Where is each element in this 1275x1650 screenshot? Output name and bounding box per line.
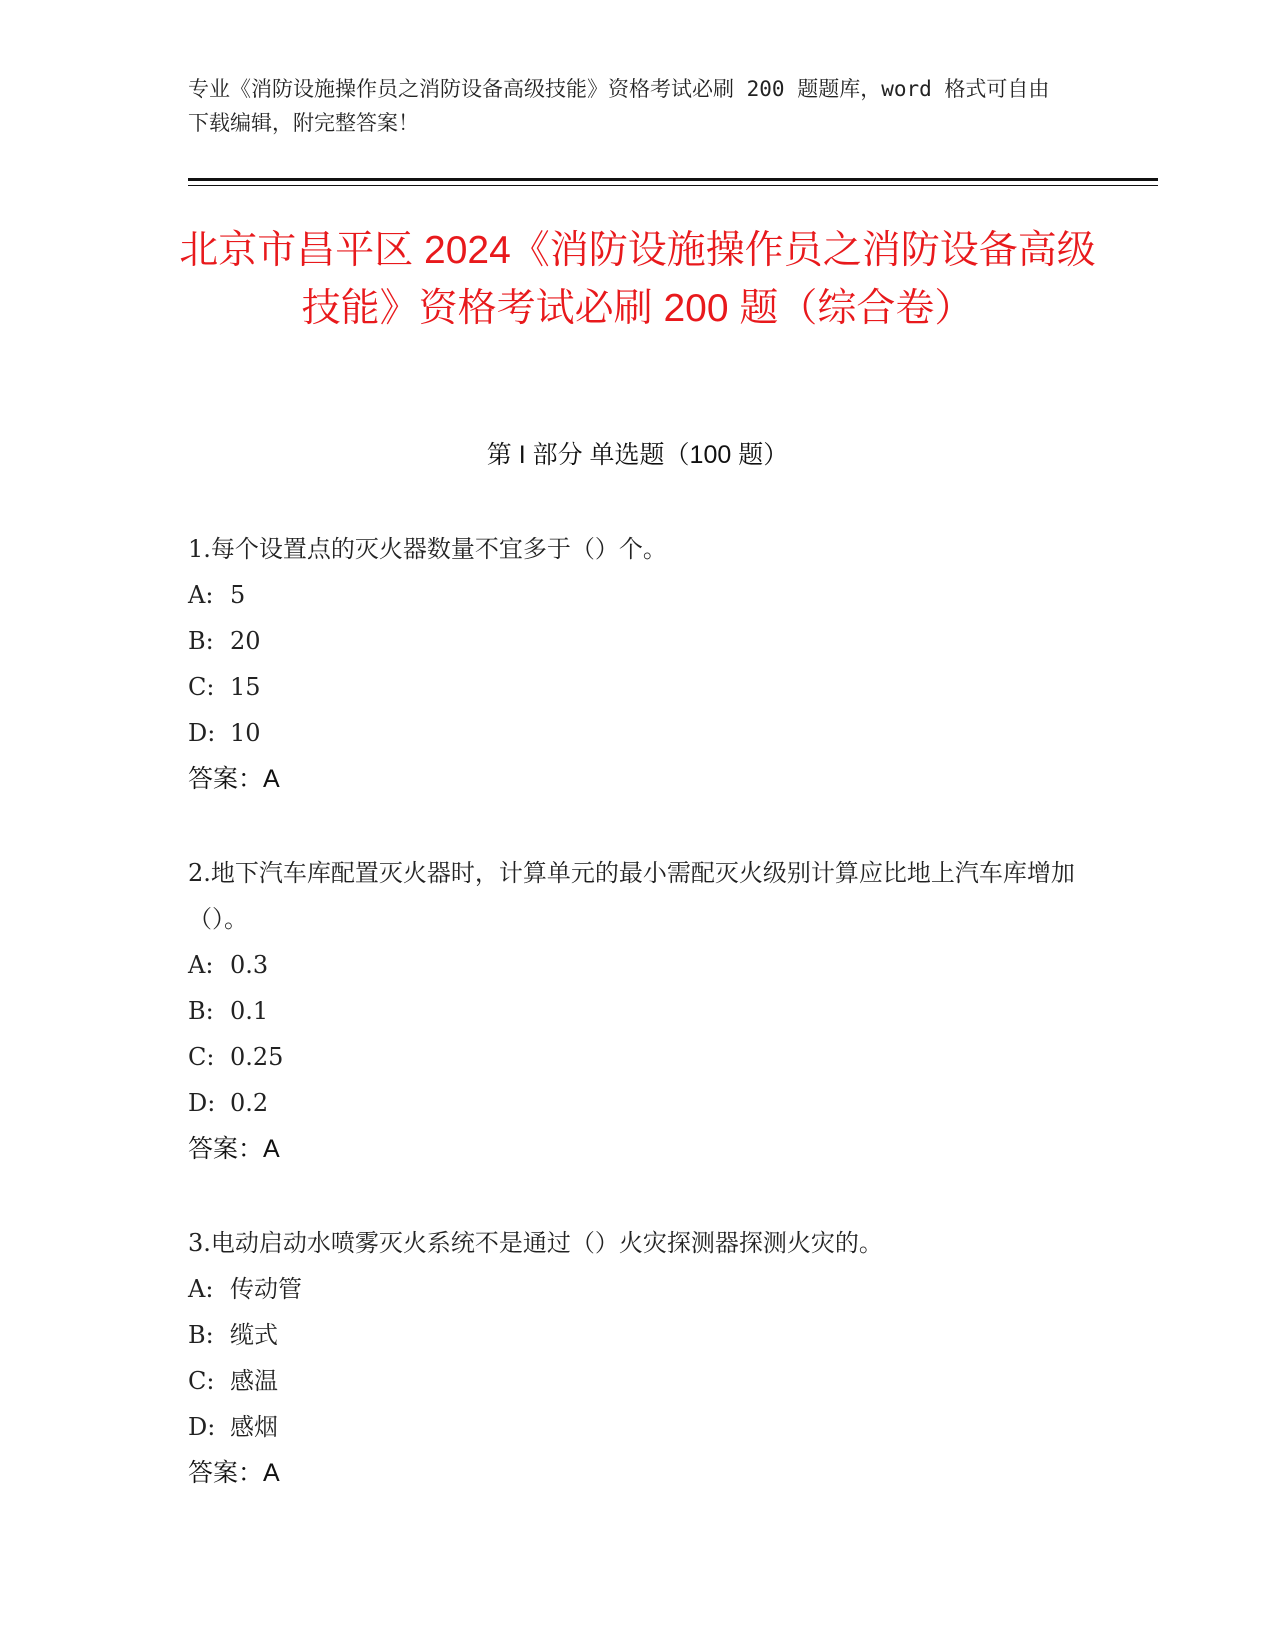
option-c [188,664,1088,710]
option-text: 传动管 [230,1275,302,1303]
header-divider-thick [188,178,1158,181]
option-key: B: [188,1321,214,1349]
option-key: D: [188,1089,216,1117]
option-key: D: [188,1413,216,1441]
answer-line: 答案：A [188,765,280,793]
option-d [188,1080,1088,1126]
document-title: 北京市昌平区 2024《消防设施操作员之消防设备高级技能》资格考试必刷 200 题（综合卷） [179,229,1096,330]
question-3 [188,1220,1088,1496]
option-key: B: [188,997,214,1025]
header-divider-thin [188,185,1158,186]
option-key: A: [188,1275,214,1303]
option-b [188,618,1088,664]
option-key: C: [188,673,215,701]
option-text: 0.3 [230,951,269,979]
option-c [188,1034,1088,1080]
option-text: 5 [230,581,246,609]
header-note: 专业《消防设施操作员之消防设备高级技能》资格考试必刷 200 题题库，word 格式可自由下载编辑，附完整答案！ [188,77,1050,135]
option-key: D: [188,719,216,747]
option-c [188,1358,1088,1404]
option-key: B: [188,627,214,655]
option-key: C: [188,1367,215,1395]
option-a [188,942,1088,988]
option-text: 缆式 [230,1321,278,1349]
option-text: 0.25 [230,1043,284,1071]
option-text: 20 [230,627,261,655]
question-2 [188,850,1088,1172]
option-b [188,988,1088,1034]
question-stem: 3.电动启动水喷雾灭火系统不是通过（）火灾探测器探测火灾的。 [188,1229,883,1257]
option-text: 0.2 [230,1089,269,1117]
option-d [188,710,1088,756]
section-title: 第 I 部分 单选题（100 题） [486,441,789,469]
option-d [188,1404,1088,1450]
question-list [188,526,1088,1544]
option-text: 15 [230,673,261,701]
question-1 [188,526,1088,802]
option-text: 10 [230,719,261,747]
option-text: 0.1 [230,997,269,1025]
option-text: 感温 [230,1367,278,1395]
option-a [188,572,1088,618]
option-text: 感烟 [230,1413,278,1441]
answer-line: 答案：A [188,1135,280,1163]
question-stem: 2.地下汽车库配置灭火器时，计算单元的最小需配灭火级别计算应比地上汽车库增加（）。 [188,859,1075,933]
option-b [188,1312,1088,1358]
option-key: C: [188,1043,215,1071]
option-key: A: [188,951,214,979]
option-key: A: [188,581,214,609]
answer-line: 答案：A [188,1459,280,1487]
option-a [188,1266,1088,1312]
question-stem: 1.每个设置点的灭火器数量不宜多于（）个。 [188,535,667,563]
